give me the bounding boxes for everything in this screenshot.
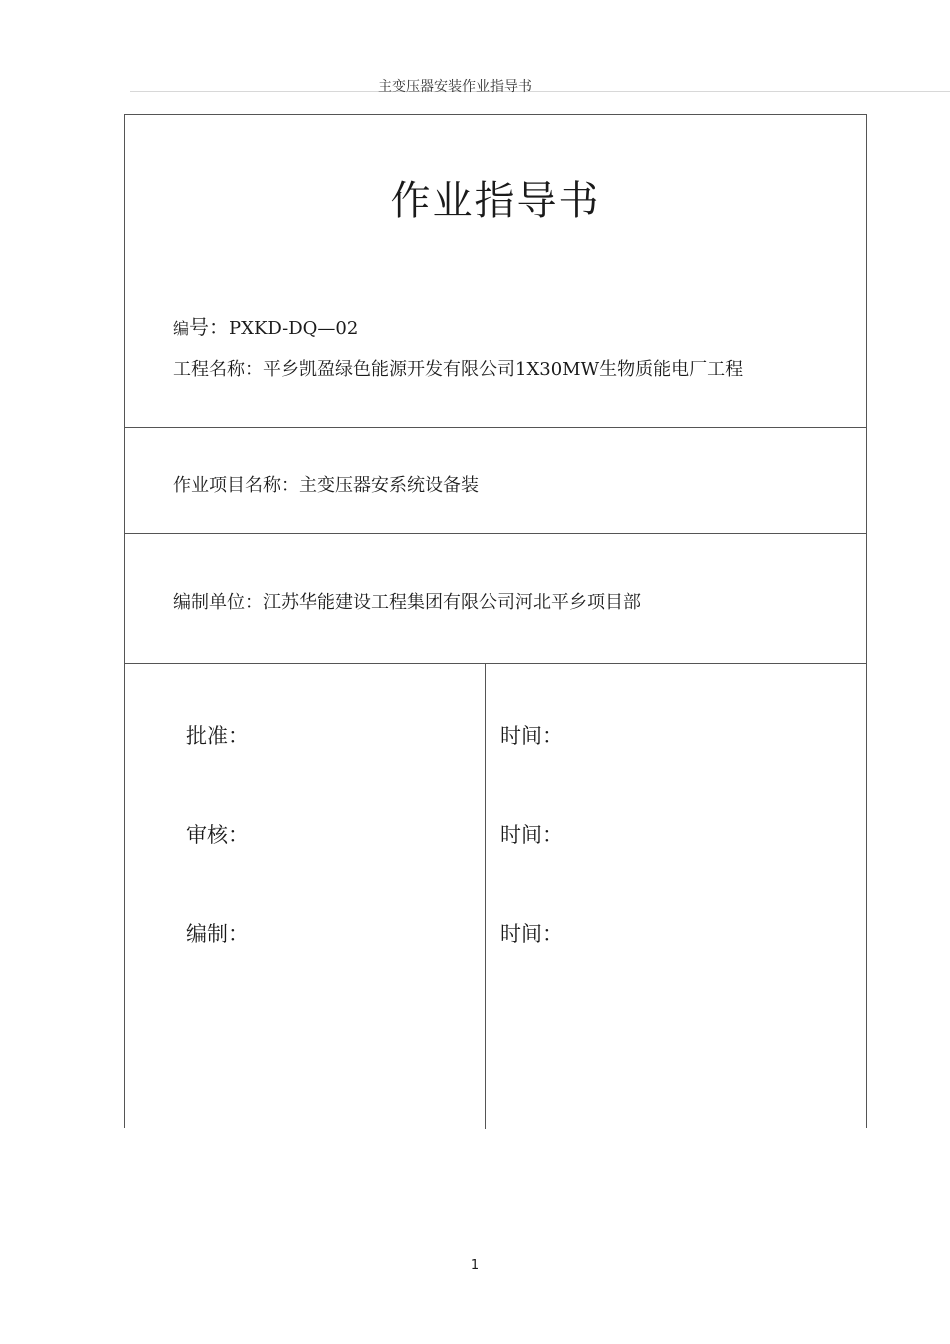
project-name-value: 平乡凯盈绿色能源开发有限公司1X30MW生物质能电厂工程 xyxy=(263,359,744,380)
approve-time-label: 时间： xyxy=(500,724,563,748)
prepare-label: 编制： xyxy=(186,922,249,946)
running-header: 主变压器安装作业指导书 xyxy=(378,79,532,95)
document-number-row xyxy=(173,311,358,340)
document-number: PXKD-DQ—02 xyxy=(229,318,359,339)
page-number: 1 xyxy=(470,1258,480,1273)
project-name-label: 工程名称： xyxy=(173,359,263,380)
approve-label: 批准： xyxy=(186,724,249,748)
number-label-suffix: 号： xyxy=(189,315,230,339)
work-item-label: 作业项目名称： xyxy=(173,475,299,496)
number-label-prefix: 编 xyxy=(173,319,190,338)
column-divider xyxy=(485,663,486,1129)
organization-label: 编制单位： xyxy=(173,592,263,613)
row-divider xyxy=(125,663,866,664)
row-divider xyxy=(125,533,866,534)
review-label: 审核： xyxy=(186,823,249,847)
work-item-row xyxy=(173,471,479,497)
row-divider xyxy=(125,427,866,428)
review-time-label: 时间： xyxy=(500,823,563,847)
organization-row xyxy=(173,588,641,614)
cover-form xyxy=(124,114,867,1128)
document-title: 作业指导书 xyxy=(390,178,601,224)
prepare-time-label: 时间： xyxy=(500,922,563,946)
work-item-value: 主变压器安系统设备装 xyxy=(299,475,479,496)
project-name-row xyxy=(173,355,743,381)
organization-value: 江苏华能建设工程集团有限公司河北平乡项目部 xyxy=(263,592,641,613)
